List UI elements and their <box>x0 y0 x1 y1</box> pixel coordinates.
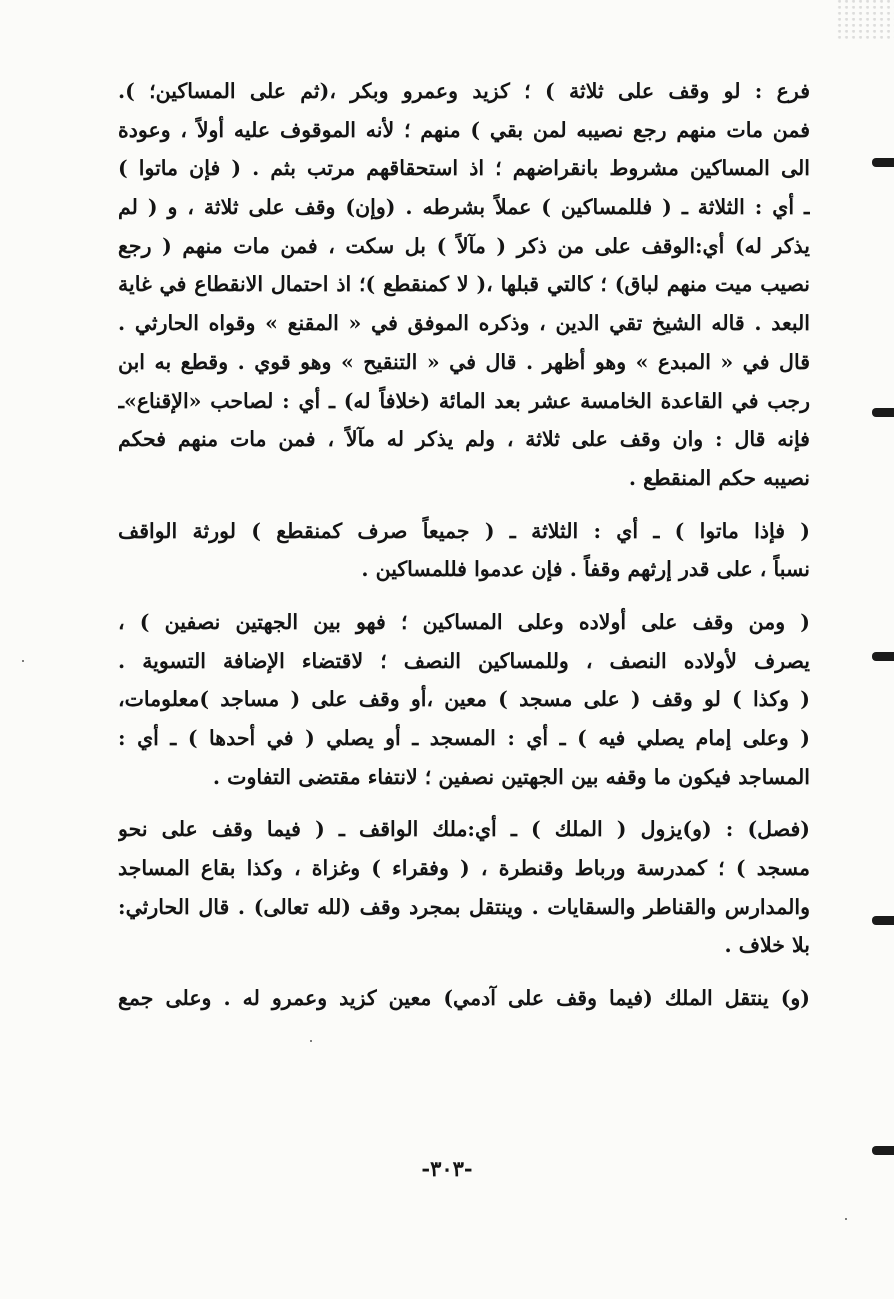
text-line: (فصل) : (و)يزول ( الملك ) ـ أي:ملك الواقف ـ ( فيما وقف على نحو <box>118 817 810 842</box>
text-line: نسباً ، على قدر إرثهم وقفاً . فإن عدموا فللمساكين . <box>361 557 810 582</box>
text-line: نصيبه حكم المنقطع . <box>628 465 810 490</box>
text-line: ( فإذا ماتوا ) ـ أي : الثلاثة ـ ( جميعاً صرف كمنقطع ) لورثة الواقف <box>118 518 810 543</box>
text-line: الى المساكين مشروط بانقراضهم ؛ اذ استحقاقهم مرتب بثم . ( فإن ماتوا ) <box>118 156 810 181</box>
page-number: -٣٠٣- <box>421 1156 473 1181</box>
binding-mark <box>872 158 894 167</box>
scan-speck <box>845 1218 847 1220</box>
scan-corner-noise <box>834 0 894 40</box>
paragraph-3 <box>118 603 810 796</box>
text-line: يصرف لأولاده النصف ، وللمساكين النصف ؛ لاقتضاء الإضافة التسوية . <box>118 648 810 673</box>
paragraph-2 <box>118 512 810 589</box>
text-line: يذكر له) أي:الوقف على من ذكر ( مآلاً ) بل سكت ، فمن مات منهم ( رجع <box>118 233 810 258</box>
text-line: فمن مات منهم رجع نصيبه لمن بقي ) منهم ؛ لأنه الموقوف عليه أولاً ، وعودة <box>118 117 810 142</box>
binding-mark <box>872 408 894 417</box>
text-line: المساجد فيكون ما وقفه بين الجهتين نصفين ؛ لانتفاء مقتضى التفاوت . <box>212 764 810 789</box>
text-line: ـ أي : الثلاثة ـ ( فللمساكين ) عملاً بشرطه . (وإن) وقف على ثلاثة ، و ( لم <box>118 195 810 220</box>
binding-mark <box>872 1146 894 1155</box>
text-line: قال في « المبدع » وهو أظهر . قال في « التنقيح » وهو قوي . وقطع به ابن <box>118 349 810 374</box>
text-line: ( وكذا ) لو وقف ( على مسجد ) معين ،أو وقف على ( مساجد )معلومات، <box>118 687 810 712</box>
text-line: رجب في القاعدة الخامسة عشر بعد المائة (خلافاً له) ـ أي : لصاحب «الإقناع»ـ <box>118 388 810 413</box>
paragraph-5 <box>118 979 810 1018</box>
text-line: بلا خلاف . <box>724 933 810 958</box>
text-line: ( ومن وقف على أولاده وعلى المساكين ؛ فهو بين الجهتين نصفين ) ، <box>118 609 810 634</box>
paragraph-gap <box>118 965 810 979</box>
text-line: البعد . قاله الشيخ تقي الدين ، وذكره الموفق في « المقنع » وقواه الحارثي . <box>118 311 810 336</box>
paragraph-gap <box>118 589 810 603</box>
binding-mark <box>872 916 894 925</box>
paragraph-1 <box>118 72 810 498</box>
binding-mark <box>872 652 894 661</box>
text-line: فرع : لو وقف على ثلاثة ) ؛ كزيد وعمرو وبكر ،(ثم على المساكين؛ ). <box>118 79 810 103</box>
paragraph-4 <box>118 810 810 965</box>
paragraph-gap <box>118 498 810 512</box>
text-line: والمدارس والقناطر والسقايات . وينتقل بمجرد وقف (لله تعالى) . قال الحارثي: <box>118 894 810 919</box>
scan-speck <box>22 660 24 662</box>
page-body <box>118 72 810 1018</box>
text-line: فإنه قال : وان وقف على ثلاثة ، ولم يذكر له مآلاً ، فمن مات منهم فحكم <box>118 427 810 452</box>
text-line: مسجد ) ؛ كمدرسة ورباط وقنطرة ، ( وفقراء ) وغزاة ، وكذا بقاع المساجد <box>118 856 810 881</box>
text-line: (و) ينتقل الملك (فيما وقف على آدمي) معين كزيد وعمرو له . وعلى جمع <box>118 986 810 1011</box>
text-line: نصيب ميت منهم لباق) ؛ كالتي قبلها ،( لا كمنقطع )؛ اذ احتمال الانقطاع في غاية <box>118 272 810 297</box>
text-line: ( وعلى إمام يصلي فيه ) ـ أي : المسجد ـ أو يصلي ( في أحدها ) ـ أي : <box>118 726 810 750</box>
scan-speck <box>310 1040 312 1042</box>
paragraph-gap <box>118 796 810 810</box>
